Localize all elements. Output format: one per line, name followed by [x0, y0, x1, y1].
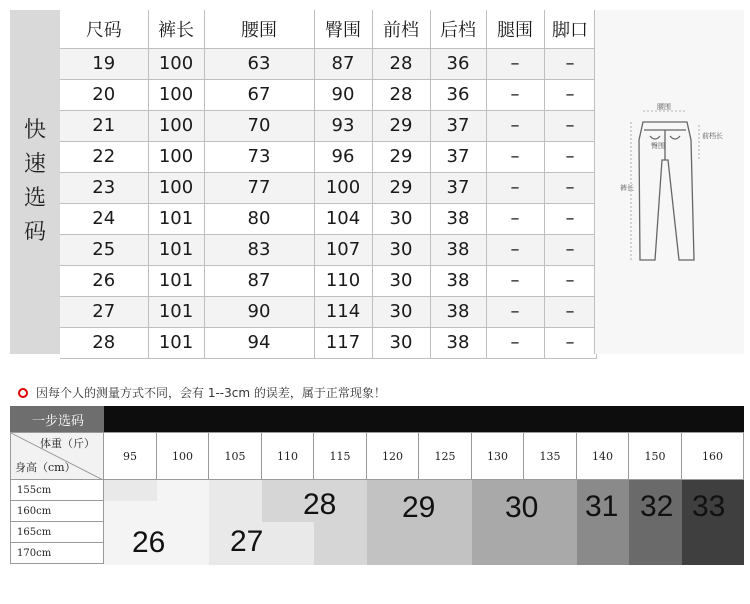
size-table-cell: 28 — [372, 79, 430, 110]
size-table-cell: – — [486, 296, 544, 327]
size-value: 29 — [402, 491, 436, 524]
size-table-row — [60, 327, 596, 358]
size-table-cell: 38 — [430, 296, 486, 327]
weight-axis-label: 体重（斤） — [40, 437, 95, 450]
size-table-cell: 87 — [204, 265, 314, 296]
weight-header: 135 — [524, 432, 577, 480]
step-select-title: 一步选码 — [10, 406, 104, 432]
height-header: 165cm — [10, 522, 104, 543]
header-cell: 脚口 — [544, 10, 596, 48]
size-table-cell: – — [544, 48, 596, 79]
measurement-note — [18, 384, 386, 401]
size-table-cell: 38 — [430, 203, 486, 234]
size-table-cell: – — [544, 265, 596, 296]
size-table-cell: 22 — [60, 141, 148, 172]
header-cell: 后档 — [430, 10, 486, 48]
size-table-cell: 96 — [314, 141, 372, 172]
size-table-cell: – — [486, 172, 544, 203]
size-table-cell: 100 — [314, 172, 372, 203]
size-table-cell: – — [544, 79, 596, 110]
size-table-row — [60, 234, 596, 265]
size-table-row — [60, 110, 596, 141]
weight-header: 130 — [472, 432, 524, 480]
size-value: 33 — [692, 490, 726, 523]
size-table-cell: 29 — [372, 110, 430, 141]
size-table-cell: 90 — [314, 79, 372, 110]
axis-corner — [10, 432, 104, 480]
size-table-cell: 20 — [60, 79, 148, 110]
weight-header: 95 — [104, 432, 157, 480]
weight-header: 100 — [157, 432, 209, 480]
size-table-row — [60, 141, 596, 172]
weight-header: 140 — [577, 432, 629, 480]
size-table-cell: 100 — [148, 141, 204, 172]
quick-select-char: 快 — [23, 118, 46, 143]
figure-label-waist: 腰围 — [657, 103, 671, 111]
weight-header: 125 — [419, 432, 472, 480]
size-table-cell: – — [544, 203, 596, 234]
size-value: 32 — [640, 490, 674, 523]
quick-select-char: 速 — [23, 152, 46, 177]
header-cell: 臀围 — [314, 10, 372, 48]
size-table-cell: 87 — [314, 48, 372, 79]
size-table-cell: 101 — [148, 234, 204, 265]
height-axis-label: 身高（cm） — [15, 461, 76, 474]
size-table-cell: 100 — [148, 172, 204, 203]
size-table-row — [60, 172, 596, 203]
size-table-cell: – — [486, 327, 544, 358]
size-table-cell: 25 — [60, 234, 148, 265]
size-value: 30 — [505, 491, 539, 524]
size-table-cell: – — [486, 203, 544, 234]
weight-header: 105 — [209, 432, 262, 480]
size-table-cell: 73 — [204, 141, 314, 172]
quick-select-char: 选 — [23, 186, 46, 211]
header-cell: 腿围 — [486, 10, 544, 48]
size-table-cell: 36 — [430, 79, 486, 110]
size-table-cell: – — [486, 141, 544, 172]
size-table-cell: 110 — [314, 265, 372, 296]
header-cell: 裤长 — [148, 10, 204, 48]
figure-label-hip: 臀围 — [651, 142, 665, 150]
size-value: 27 — [230, 525, 264, 558]
height-header: 160cm — [10, 501, 104, 522]
size-table-cell: 28 — [372, 48, 430, 79]
size-table-row — [60, 265, 596, 296]
size-table-row — [60, 203, 596, 234]
size-table-cell: 77 — [204, 172, 314, 203]
size-table-cell: 29 — [372, 172, 430, 203]
size-table-cell: 27 — [60, 296, 148, 327]
size-value: 26 — [132, 526, 166, 559]
size-table-cell: 30 — [372, 296, 430, 327]
size-table-cell: – — [486, 265, 544, 296]
size-table-cell: – — [486, 79, 544, 110]
weight-header: 110 — [262, 432, 314, 480]
figure-label-front-rise: 前档长 — [702, 132, 723, 140]
size-table-cell: 93 — [314, 110, 372, 141]
height-header: 155cm — [10, 480, 104, 501]
header-cell: 腰围 — [204, 10, 314, 48]
pants-diagram — [594, 10, 744, 354]
size-table-cell: 38 — [430, 265, 486, 296]
weight-header: 160 — [682, 432, 744, 480]
size-table-cell: – — [544, 141, 596, 172]
quick-select-char: 码 — [23, 220, 46, 245]
figure-label-length: 裤长 — [620, 184, 634, 192]
size-value: 31 — [585, 490, 619, 523]
size-table-cell: 37 — [430, 172, 486, 203]
size-table-cell: 101 — [148, 265, 204, 296]
size-table-row — [60, 48, 596, 79]
size-table-cell: – — [486, 110, 544, 141]
size-table-row — [60, 79, 596, 110]
size-table-cell: – — [544, 327, 596, 358]
size-table-cell: 30 — [372, 265, 430, 296]
size-value: 28 — [303, 488, 337, 521]
size-table-cell: 107 — [314, 234, 372, 265]
size-table-cell: 28 — [60, 327, 148, 358]
size-zone — [104, 480, 157, 501]
size-table-cell: 30 — [372, 327, 430, 358]
size-table-cell: – — [544, 110, 596, 141]
size-table-cell: 19 — [60, 48, 148, 79]
size-table-cell: 29 — [372, 141, 430, 172]
size-table-cell: 37 — [430, 110, 486, 141]
size-table-cell: – — [486, 48, 544, 79]
size-table-cell: 101 — [148, 327, 204, 358]
size-table-cell: 63 — [204, 48, 314, 79]
size-table-cell: 100 — [148, 110, 204, 141]
size-table-cell: – — [544, 234, 596, 265]
header-bar — [104, 406, 744, 432]
size-table-cell: 94 — [204, 327, 314, 358]
quick-select-label — [10, 10, 60, 354]
header-cell: 尺码 — [60, 10, 148, 48]
size-table-cell: 36 — [430, 48, 486, 79]
size-table-cell: 37 — [430, 141, 486, 172]
size-table-cell: 30 — [372, 234, 430, 265]
size-table-cell: 101 — [148, 296, 204, 327]
size-table-cell: 100 — [148, 48, 204, 79]
size-table-cell: 38 — [430, 327, 486, 358]
size-table-cell: – — [544, 296, 596, 327]
circle-icon — [18, 388, 28, 398]
size-table-cell: 100 — [148, 79, 204, 110]
height-header: 170cm — [10, 543, 104, 564]
size-table-cell: – — [486, 234, 544, 265]
size-table-cell: 67 — [204, 79, 314, 110]
note-text: 因每个人的测量方式不同，会有 1--3cm 的误差，属于正常现象！ — [36, 386, 386, 400]
size-table-cell: 104 — [314, 203, 372, 234]
weight-header: 120 — [367, 432, 419, 480]
pants-outline-icon — [595, 10, 745, 354]
size-table-cell: 26 — [60, 265, 148, 296]
size-table-cell: 117 — [314, 327, 372, 358]
size-table — [60, 10, 597, 359]
size-table-cell: 83 — [204, 234, 314, 265]
size-table-cell: 30 — [372, 203, 430, 234]
size-table-header — [60, 10, 596, 48]
size-table-cell: 24 — [60, 203, 148, 234]
size-table-cell: – — [544, 172, 596, 203]
size-table-row — [60, 296, 596, 327]
size-table-cell: 80 — [204, 203, 314, 234]
header-cell: 前档 — [372, 10, 430, 48]
size-table-cell: 23 — [60, 172, 148, 203]
size-table-cell: 114 — [314, 296, 372, 327]
weight-header: 115 — [314, 432, 367, 480]
size-table-cell: 21 — [60, 110, 148, 141]
size-table-cell: 70 — [204, 110, 314, 141]
weight-header: 150 — [629, 432, 682, 480]
size-table-cell: 101 — [148, 203, 204, 234]
size-table-cell: 90 — [204, 296, 314, 327]
size-table-cell: 38 — [430, 234, 486, 265]
